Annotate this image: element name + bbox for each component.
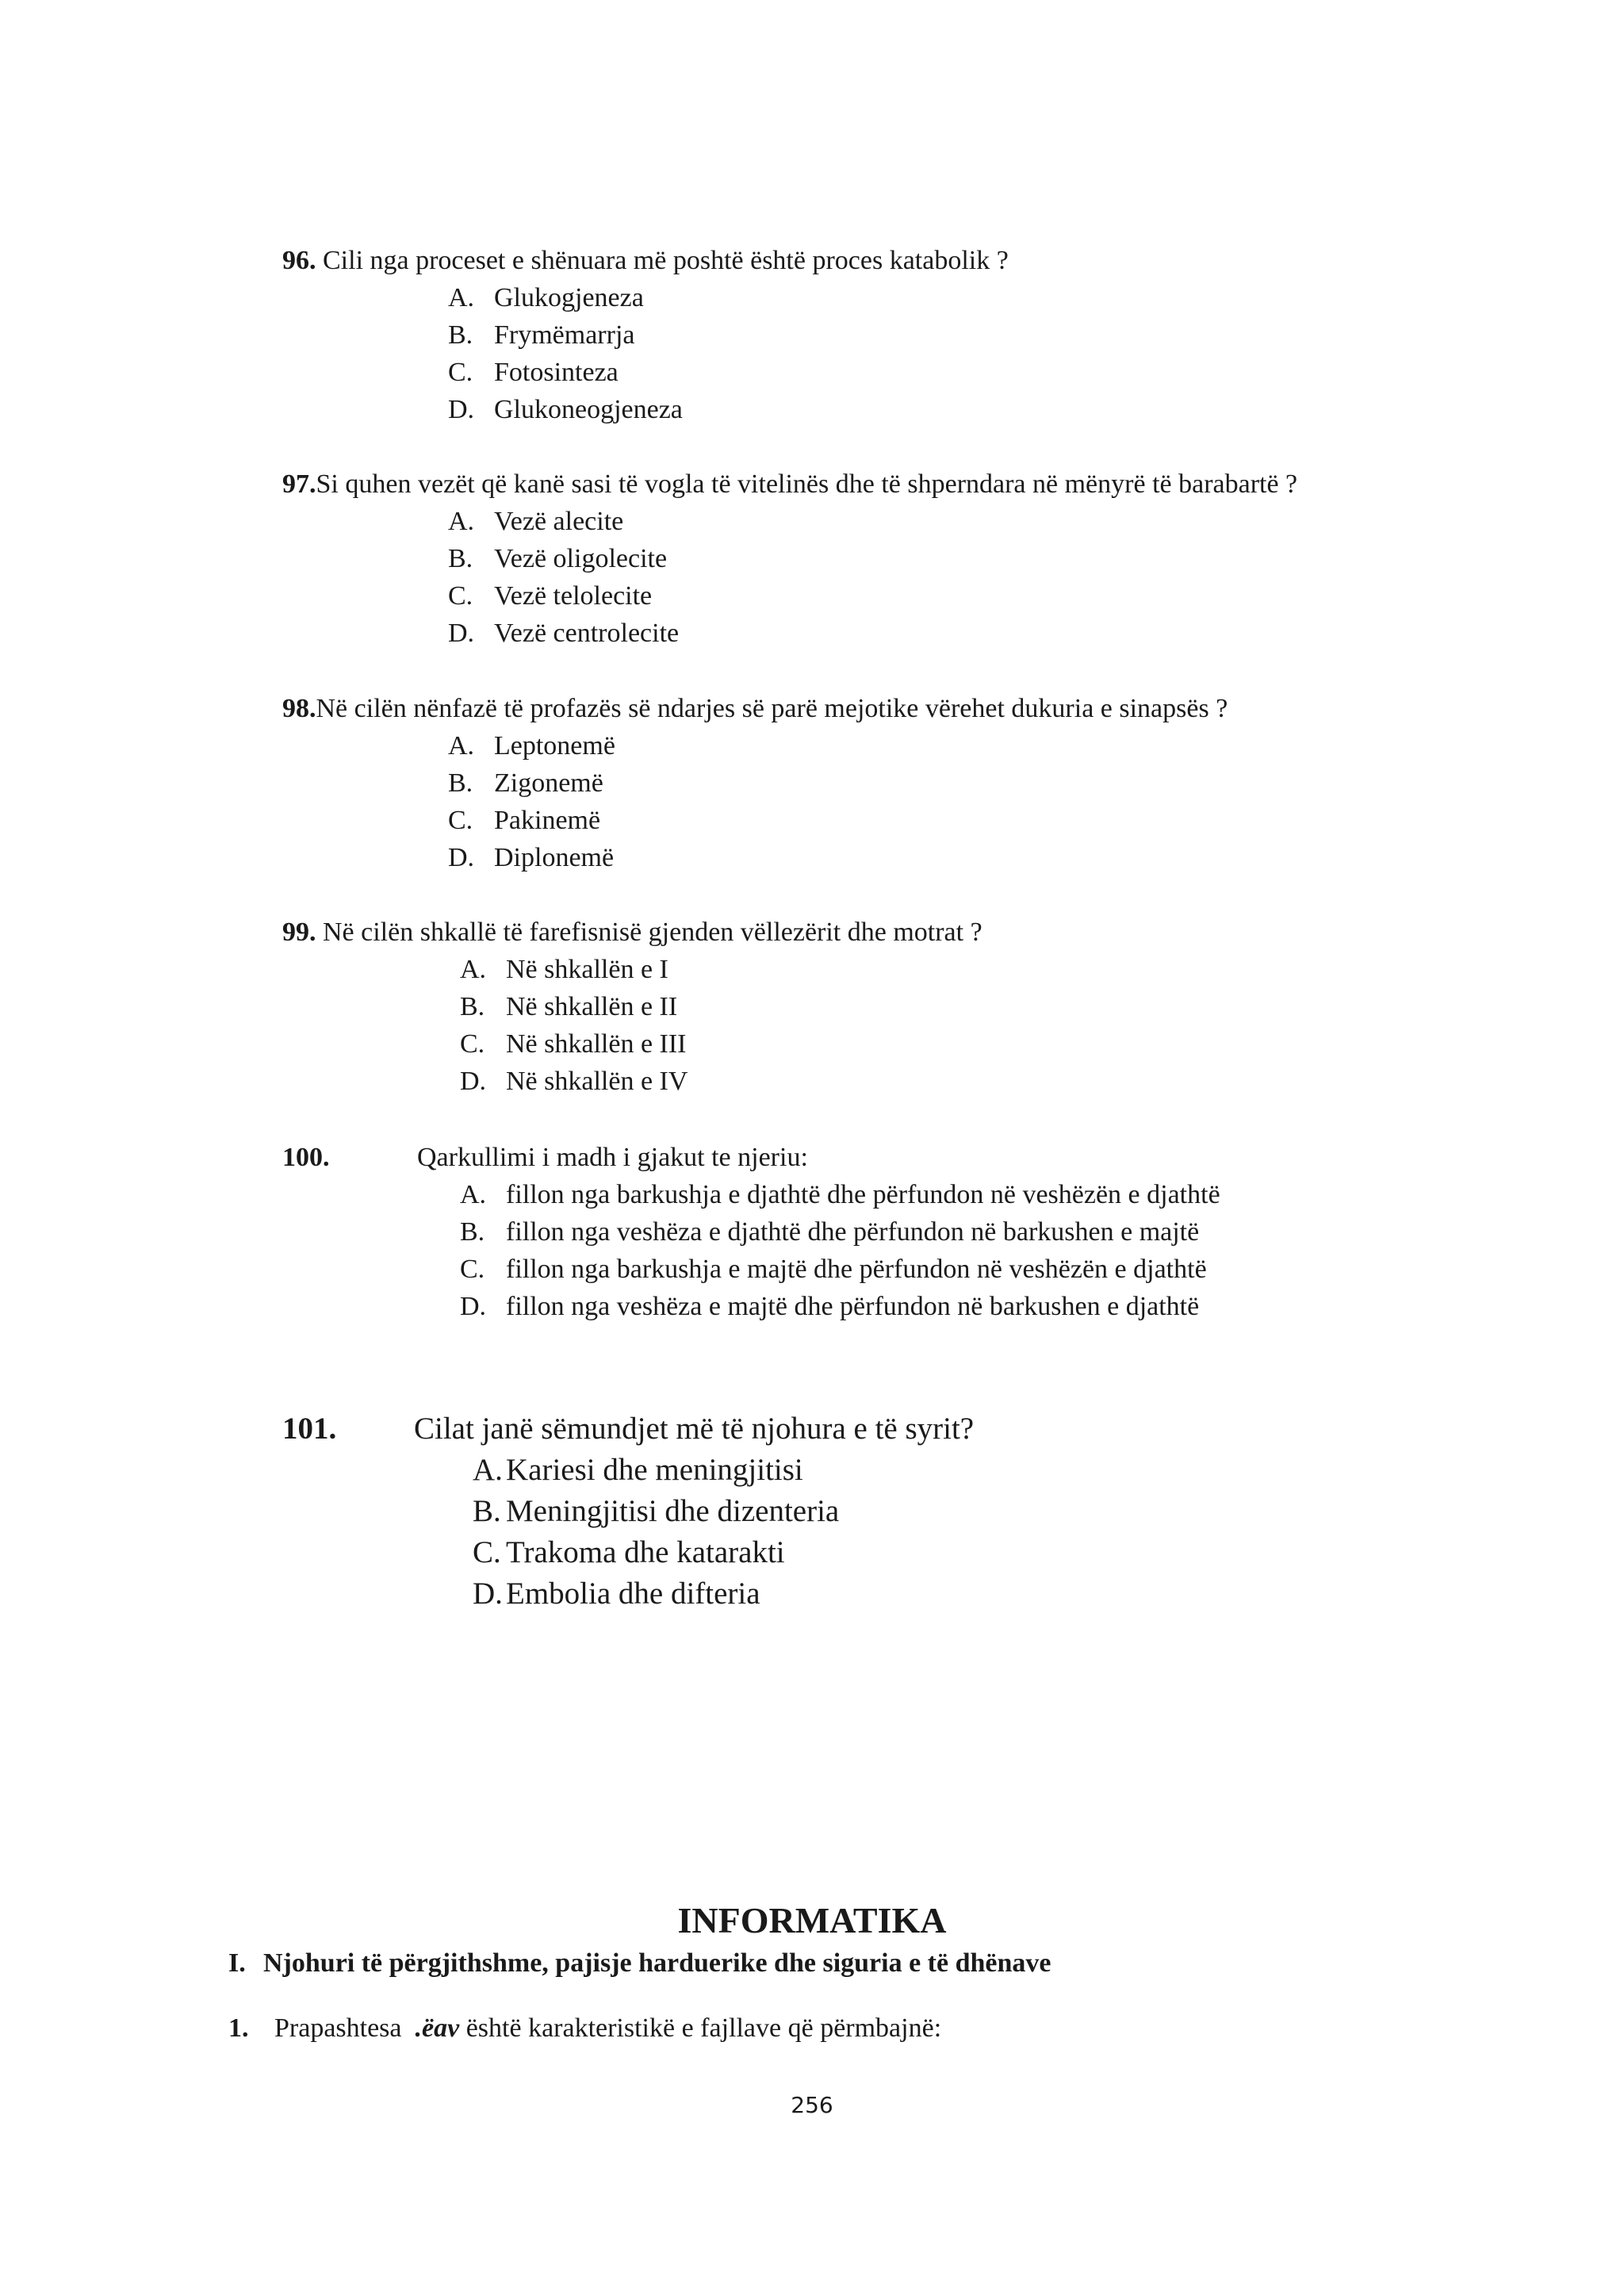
option-d	[448, 839, 1228, 876]
question-text: Në cilën nënfazë të profazës së ndarjes së parë mejotike vërehet dukuria e sinapsës ?	[316, 694, 1228, 723]
question-stem	[282, 1139, 1220, 1176]
question-text: Cilat janë sëmundjet më të njohura e të syrit?	[414, 1412, 975, 1446]
option-letter: C.	[473, 1535, 501, 1569]
option-text: fillon nga barkushja e djathtë dhe përfundon në veshëzën e djathtë	[506, 1180, 1220, 1209]
question-text-after: është karakteristikë e fajllave që përmbajnë:	[465, 2013, 942, 2043]
option-list	[282, 1450, 974, 1615]
option-letter: D.	[473, 1576, 503, 1611]
option-c	[448, 577, 1297, 615]
question-number: 100.	[282, 1143, 330, 1172]
option-letter: B.	[448, 768, 473, 798]
question-97	[282, 465, 1297, 652]
option-letter: B.	[460, 1217, 485, 1247]
option-text: Meningjitisi dhe dizenteria	[506, 1494, 840, 1528]
option-list	[448, 503, 1297, 652]
question-number: 101.	[282, 1412, 337, 1446]
option-letter: A.	[460, 955, 487, 984]
option-d	[448, 615, 1297, 652]
option-a	[448, 727, 1228, 764]
question-stem	[282, 914, 982, 951]
option-letter: D.	[460, 1292, 487, 1321]
option-letter: B.	[448, 320, 473, 350]
option-b	[448, 540, 1297, 577]
option-text: fillon nga barkushja e majtë dhe përfundon në veshëzën e djathtë	[506, 1255, 1207, 1284]
question-number: 96.	[282, 246, 316, 275]
option-text: fillon nga veshëza e majtë dhe përfundon në barkushen e djathtë	[506, 1292, 1200, 1321]
option-d	[460, 1288, 1220, 1325]
option-letter: C.	[460, 1255, 485, 1284]
option-letter: B.	[448, 544, 473, 573]
section-title: INFORMATIKA	[677, 1900, 947, 1940]
file-suffix: .ëav	[415, 2013, 460, 2043]
option-text: Në shkallën e II	[506, 992, 678, 1021]
question-text: Në cilën shkallë të farefisnisë gjenden vëllezërit dhe motrat ?	[323, 918, 982, 947]
option-list	[460, 951, 982, 1100]
option-text: Fotosinteza	[494, 358, 619, 387]
option-text: Diplonemë	[494, 843, 615, 872]
option-text: Zigonemë	[494, 768, 603, 798]
option-text: Frymëmarrja	[494, 320, 635, 350]
question-text: Cili nga proceset e shënuara më poshtë është proces katabolik ?	[323, 246, 1009, 275]
option-text: Në shkallën e III	[506, 1029, 687, 1059]
option-letter: C.	[460, 1029, 485, 1059]
option-text: Glukogjeneza	[494, 283, 644, 312]
option-a	[460, 951, 982, 988]
option-d	[448, 391, 1009, 428]
question-text-before: Prapashtesa	[274, 2013, 402, 2043]
question-stem	[282, 242, 1009, 279]
option-text: Në shkallën e I	[506, 955, 668, 984]
option-c	[448, 802, 1228, 839]
question-1	[228, 2009, 941, 2047]
option-text: Trakoma dhe katarakti	[506, 1535, 785, 1569]
option-text: Glukoneogjeneza	[494, 395, 683, 424]
option-c	[460, 1025, 982, 1063]
option-text: fillon nga veshëza e djathtë dhe përfundon në barkushen e majtë	[506, 1217, 1200, 1247]
question-96	[282, 242, 1009, 428]
option-letter: A.	[448, 507, 475, 536]
option-c	[448, 354, 1009, 391]
option-letter: D.	[460, 1067, 487, 1096]
option-letter: A.	[448, 283, 475, 312]
option-text: Vezë alecite	[494, 507, 624, 536]
option-text: Pakinemë	[494, 806, 601, 835]
question-101	[282, 1408, 974, 1615]
option-letter: A.	[448, 731, 475, 760]
option-text: Leptonemë	[494, 731, 615, 760]
question-number: 98.	[282, 694, 316, 723]
subsection-number: I.	[228, 1948, 246, 1978]
option-letter: D.	[448, 619, 475, 648]
option-a	[448, 279, 1009, 316]
option-c	[473, 1532, 974, 1573]
question-100	[282, 1139, 1220, 1325]
option-text: Vezë telolecite	[494, 581, 653, 611]
option-letter: D.	[448, 843, 475, 872]
option-d	[473, 1573, 974, 1615]
option-letter: A.	[460, 1180, 487, 1209]
option-d	[460, 1063, 982, 1100]
subsection-title: Njohuri të përgjithshme, pajisje harduerike dhe siguria e të dhënave	[263, 1948, 1051, 1978]
option-b	[460, 988, 982, 1025]
option-letter: A.	[473, 1453, 503, 1487]
option-text: Vezë oligolecite	[494, 544, 668, 573]
option-b	[473, 1491, 974, 1532]
question-99	[282, 914, 982, 1100]
subsection-heading	[228, 1944, 1051, 1982]
option-list	[448, 727, 1228, 876]
option-letter: B.	[473, 1494, 501, 1528]
option-a	[460, 1176, 1220, 1213]
option-letter: B.	[460, 992, 485, 1021]
option-text: Kariesi dhe meningjitisi	[506, 1453, 803, 1487]
page-number: 256	[791, 2092, 833, 2118]
option-letter: C.	[448, 806, 473, 835]
question-stem	[282, 1408, 974, 1450]
option-b	[460, 1213, 1220, 1251]
option-text: Vezë centrolecite	[494, 619, 680, 648]
question-98	[282, 690, 1228, 876]
question-stem	[282, 690, 1228, 727]
option-text: Në shkallën e IV	[506, 1067, 688, 1096]
option-a	[473, 1450, 974, 1491]
question-number: 97.	[282, 469, 316, 499]
question-number: 1.	[228, 2013, 249, 2043]
question-text: Qarkullimi i madh i gjakut te njeriu:	[417, 1143, 808, 1172]
option-a	[448, 503, 1297, 540]
question-text: Si quhen vezët që kanë sasi të vogla të vitelinës dhe të shperndara në mënyrë të barabartë ?	[316, 469, 1298, 499]
option-b	[448, 764, 1228, 802]
option-b	[448, 316, 1009, 354]
option-letter: D.	[448, 395, 475, 424]
option-letter: C.	[448, 358, 473, 387]
option-text: Embolia dhe difteria	[506, 1576, 760, 1611]
option-letter: C.	[448, 581, 473, 611]
option-list	[448, 279, 1009, 428]
option-c	[460, 1251, 1220, 1288]
question-number: 99.	[282, 918, 316, 947]
option-list	[460, 1176, 1220, 1325]
question-stem	[282, 465, 1297, 503]
